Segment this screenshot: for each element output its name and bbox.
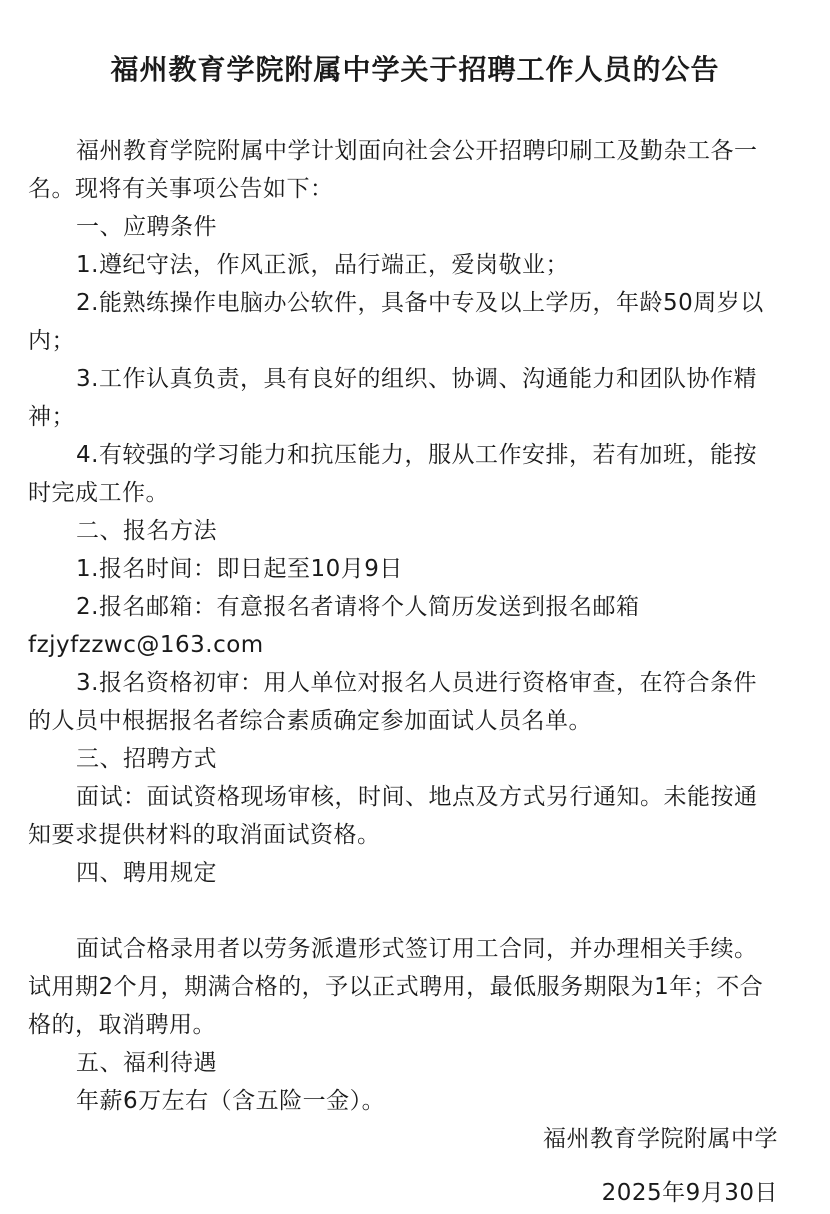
section-heading-employment: 四、聘用规定 bbox=[76, 860, 217, 886]
section-heading-method: 三、招聘方式 bbox=[76, 746, 217, 772]
requirement-item: 2.能熟练操作电脑办公软件，具备中专及以上学历，年龄50周岁以内； bbox=[28, 290, 764, 354]
signature-organization: 福州教育学院附属中学 bbox=[543, 1126, 778, 1152]
section-heading-requirements: 一、应聘条件 bbox=[76, 214, 217, 240]
signature-date: 2025年9月30日 bbox=[601, 1180, 778, 1206]
requirement-item: 4.有较强的学习能力和抗压能力，服从工作安排，若有加班，能按时完成工作。 bbox=[28, 442, 757, 506]
requirement-item: 1.遵纪守法，作风正派，品行端正，爱岗敬业； bbox=[76, 252, 569, 278]
registration-time: 1.报名时间：即日起至10月9日 bbox=[76, 556, 403, 582]
requirement-item: 3.工作认真负责，具有良好的组织、协调、沟通能力和团队协作精神； bbox=[28, 366, 757, 430]
registration-email-label: 2.报名邮箱：有意报名者请将个人简历发送到报名邮箱 bbox=[76, 594, 640, 620]
section-heading-registration: 二、报名方法 bbox=[76, 518, 217, 544]
registration-review: 3.报名资格初审：用人单位对报名人员进行资格审查，在符合条件的人员中根据报名者综合素质确定参加面试人员名单。 bbox=[28, 670, 757, 734]
employment-text: 面试合格录用者以劳务派遣形式签订用工合同，并办理相关手续。试用期2个月，期满合格的，予以正式聘用，最低服务期限为1年；不合格的，取消聘用。 bbox=[28, 936, 764, 1038]
section-heading-benefits: 五、福利待遇 bbox=[76, 1050, 217, 1076]
method-text: 面试：面试资格现场审核，时间、地点及方式另行通知。未能按通知要求提供材料的取消面试资格。 bbox=[28, 784, 758, 848]
intro-paragraph: 福州教育学院附属中学计划面向社会公开招聘印刷工及勤杂工各一名。现将有关事项公告如下： bbox=[28, 138, 758, 202]
registration-email: fzjyfzzwc@163.com bbox=[28, 632, 264, 658]
notice-body bbox=[28, 132, 778, 1212]
benefits-text: 年薪6万左右（含五险一金）。 bbox=[76, 1088, 386, 1114]
notice-title: 福州教育学院附属中学关于招聘工作人员的公告 bbox=[110, 53, 720, 86]
